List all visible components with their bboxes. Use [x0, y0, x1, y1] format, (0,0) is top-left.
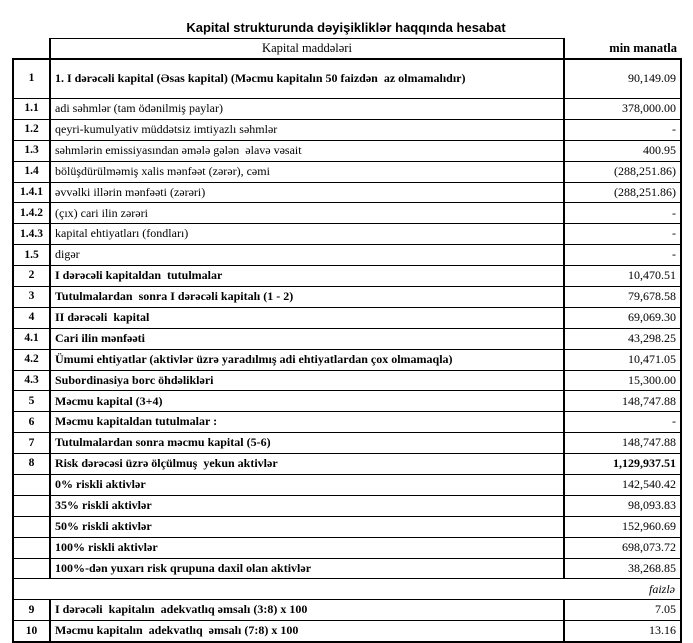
row-value-cell: - — [564, 119, 681, 140]
row-number-cell — [13, 516, 50, 537]
row-label-cell: Məcmu kapitaldan tutulmalar : — [50, 412, 564, 433]
report-title: Kapital strukturunda dəyişikliklər haqqında hesabat — [186, 20, 506, 35]
table-row — [13, 433, 681, 454]
row-number-cell — [13, 558, 50, 579]
table-header-row — [13, 39, 681, 60]
table-row — [13, 537, 681, 558]
row-value-cell: 400.95 — [564, 140, 681, 161]
row-number-cell: 4.3 — [13, 370, 50, 391]
row-number-cell: 4.1 — [13, 328, 50, 349]
row-value-cell: 1,129,937.51 — [564, 454, 681, 475]
row-value-cell: 152,960.69 — [564, 516, 681, 537]
row-value-cell: 148,747.88 — [564, 391, 681, 412]
row-value-cell: 10,471.05 — [564, 349, 681, 370]
row-number-cell: 1.2 — [13, 119, 50, 140]
row-value-cell: 10,470.51 — [564, 266, 681, 287]
row-number-cell: 1.1 — [13, 99, 50, 120]
unit-note-row — [13, 579, 681, 600]
table-row — [13, 161, 681, 182]
row-number-cell: 1.4.2 — [13, 203, 50, 224]
row-label-cell: Risk dərəcəsi üzrə ölçülmuş yekun aktivlər — [50, 454, 564, 475]
row-number-cell: 10 — [13, 621, 50, 642]
row-value-cell: 90,149.09 — [564, 59, 681, 99]
row-number-cell: 6 — [13, 412, 50, 433]
table-row — [13, 266, 681, 287]
table-row — [13, 349, 681, 370]
row-value-cell: 7.05 — [564, 600, 681, 621]
row-number-cell: 7 — [13, 433, 50, 454]
table-row — [13, 140, 681, 161]
row-number-cell: 1.5 — [13, 245, 50, 266]
row-number-cell: 2 — [13, 266, 50, 287]
row-number-cell — [13, 475, 50, 496]
table-row — [13, 516, 681, 537]
row-label-cell: 35% riskli aktivlər — [50, 495, 564, 516]
header-empty-cell — [13, 39, 50, 60]
row-label-cell: 1. I dərəcəli kapital (Əsas kapital) (Məcmu kapitalın 50 faizdən az olmamalıdır) — [50, 59, 564, 99]
row-label-cell: digər — [50, 245, 564, 266]
row-number-cell: 8 — [13, 454, 50, 475]
table-row — [13, 307, 681, 328]
row-label-cell: I dərəcəli kapitalın adekvatlıq əmsalı (3:8) x 100 — [50, 600, 564, 621]
table-row — [13, 621, 681, 642]
row-number-cell: 1.3 — [13, 140, 50, 161]
row-number-cell — [13, 537, 50, 558]
header-items-label: Kapital maddələri — [50, 39, 564, 60]
table-row — [13, 224, 681, 245]
row-value-cell: 698,073.72 — [564, 537, 681, 558]
table-row — [13, 203, 681, 224]
row-label-cell: qeyri-kumulyativ müddətsiz imtiyazlı səhmlər — [50, 119, 564, 140]
row-value-cell: (288,251.86) — [564, 182, 681, 203]
row-label-cell: 0% riskli aktivlər — [50, 475, 564, 496]
row-value-cell: 69,069.30 — [564, 307, 681, 328]
row-number-cell — [13, 495, 50, 516]
table-row — [13, 182, 681, 203]
row-value-cell: 148,747.88 — [564, 433, 681, 454]
row-value-cell: (288,251.86) — [564, 161, 681, 182]
row-value-cell: 79,678.58 — [564, 287, 681, 308]
row-label-cell: 100% riskli aktivlər — [50, 537, 564, 558]
row-label-cell: Ümumi ehtiyatlar (aktivlər üzrə yaradılmış adi ehtiyatlardan çox olmamaqla) — [50, 349, 564, 370]
table-row — [13, 370, 681, 391]
table-row — [13, 245, 681, 266]
table-row — [13, 119, 681, 140]
row-label-cell: adi səhmlər (tam ödənilmiş paylar) — [50, 99, 564, 120]
table-row — [13, 495, 681, 516]
row-number-cell: 9 — [13, 600, 50, 621]
row-value-cell: 142,540.42 — [564, 475, 681, 496]
table-row — [13, 287, 681, 308]
table-row — [13, 558, 681, 579]
row-number-cell: 4 — [13, 307, 50, 328]
row-label-cell: Tutulmalardan sonra məcmu kapital (5-6) — [50, 433, 564, 454]
row-value-cell: - — [564, 224, 681, 245]
row-value-cell: 15,300.00 — [564, 370, 681, 391]
row-label-cell: Məcmu kapitalın adekvatlıq əmsalı (7:8) x 100 — [50, 621, 564, 642]
row-label-cell: 50% riskli aktivlər — [50, 516, 564, 537]
row-label-cell: (çıx) cari ilin zərəri — [50, 203, 564, 224]
table-row — [13, 454, 681, 475]
row-number-cell: 1.4.3 — [13, 224, 50, 245]
table-row — [13, 412, 681, 433]
row-label-cell: əvvəlki illərin mənfəəti (zərəri) — [50, 182, 564, 203]
table-row — [13, 99, 681, 120]
table-row — [13, 59, 681, 99]
row-label-cell: Məcmu kapital (3+4) — [50, 391, 564, 412]
row-number-cell: 1 — [13, 59, 50, 99]
row-label-cell: Tutulmalardan sonra I dərəcəli kapitalı (1 - 2) — [50, 287, 564, 308]
capital-structure-table — [12, 38, 682, 643]
row-label-cell: Subordinasiya borc öhdəlikləri — [50, 370, 564, 391]
table-row — [13, 475, 681, 496]
table-row — [13, 328, 681, 349]
row-value-cell: 378,000.00 — [564, 99, 681, 120]
row-number-cell: 3 — [13, 287, 50, 308]
row-value-cell: 43,298.25 — [564, 328, 681, 349]
row-number-cell: 1.4 — [13, 161, 50, 182]
table-row — [13, 600, 681, 621]
table-row — [13, 391, 681, 412]
row-label-cell: Cari ilin mənfəəti — [50, 328, 564, 349]
row-number-cell: 5 — [13, 391, 50, 412]
row-value-cell: 38,268.85 — [564, 558, 681, 579]
row-label-cell: II dərəcəli kapital — [50, 307, 564, 328]
row-number-cell: 1.4.1 — [13, 182, 50, 203]
row-label-cell: 100%-dən yuxarı risk qrupuna daxil olan aktivlər — [50, 558, 564, 579]
row-value-cell: - — [564, 203, 681, 224]
report-table-body — [13, 59, 681, 642]
row-value-cell: 98,093.83 — [564, 495, 681, 516]
row-label-cell: səhmlərin emissiyasından əmələ gələn əlavə vəsait — [50, 140, 564, 161]
header-unit-label: min manatla — [609, 41, 677, 56]
row-label-cell: bölüşdürülməmiş xalis mənfəət (zərər), cəmi — [50, 161, 564, 182]
row-number-cell: 4.2 — [13, 349, 50, 370]
row-value-cell: 13.16 — [564, 621, 681, 642]
row-value-cell: - — [564, 412, 681, 433]
unit-note-label: faizlə — [13, 579, 681, 600]
row-label-cell: I dərəcəli kapitaldan tutulmalar — [50, 266, 564, 287]
row-label-cell: kapital ehtiyatları (fondları) — [50, 224, 564, 245]
row-value-cell: - — [564, 245, 681, 266]
